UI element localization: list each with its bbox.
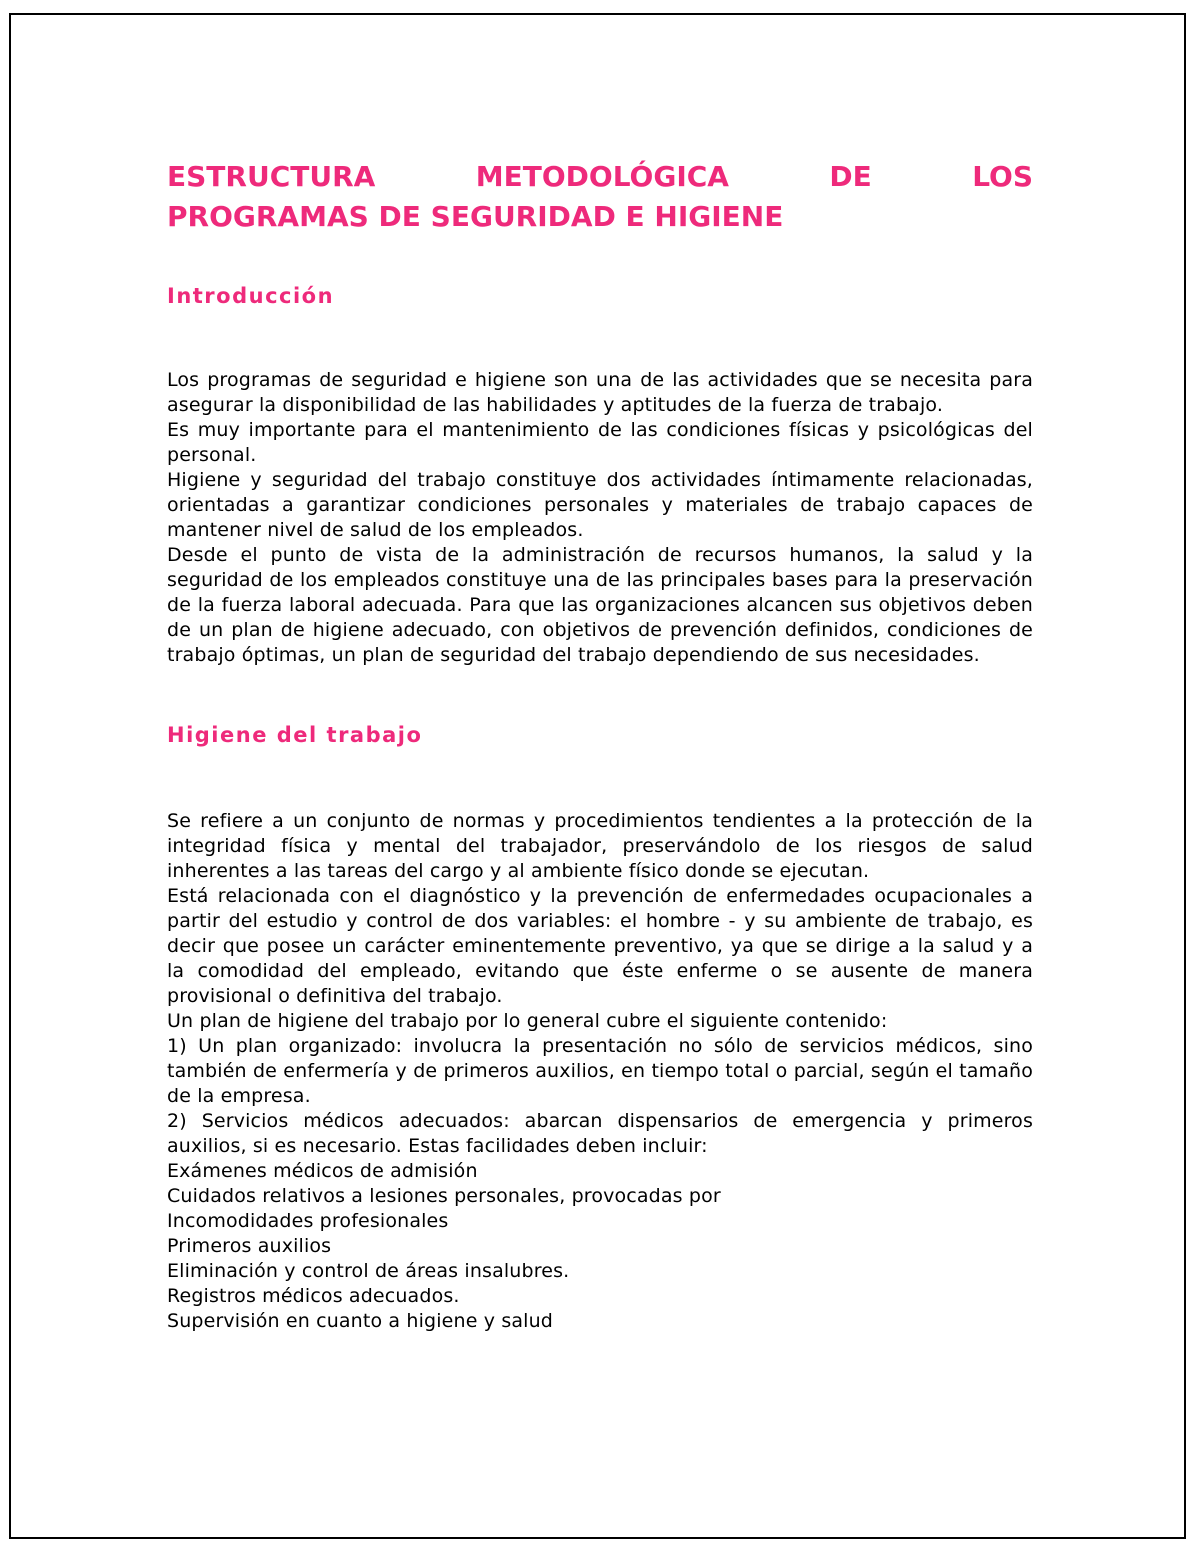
section-heading-introduccion: Introducción	[167, 284, 335, 308]
paragraph: 1) Un plan organizado: involucra la presentación no sólo de servicios médicos, sino también de enfermería y de primeros auxilios, en tiempo total o parcial, según el tamaño de la empresa.	[167, 1035, 1033, 1107]
list-item: Cuidados relativos a lesiones personales, provocadas por	[167, 1185, 721, 1207]
list-item: Incomodidades profesionales	[167, 1210, 449, 1232]
paragraph: Desde el punto de vista de la administración de recursos humanos, la salud y la seguridad de los empleados constituye una de las principales bases para la preservación de la fuerza laboral adecuada. Para que las organizaciones alcancen sus objetivos deben de un plan de higiene adecuado, con objetivos de prevención definidos, condiciones de trabajo óptimas, un plan de seguridad del trabajo dependiendo de sus necesidades.	[167, 544, 1033, 666]
paragraph: Se refiere a un conjunto de normas y procedimientos tendientes a la protección de la integridad física y mental del trabajador, preservándolo de los riesgos de salud inherentes a las tareas del cargo y al ambiente físico donde se ejecutan.	[167, 810, 1033, 882]
title-word: LOS	[972, 160, 1034, 193]
title-line-2: PROGRAMAS DE SEGURIDAD E HIGIENE	[167, 200, 784, 233]
paragraph: Está relacionada con el diagnóstico y la prevención de enfermedades ocupacionales a partir del estudio y control de dos variables: el hombre - y su ambiente de trabajo, es decir que posee un carácter eminentemente preventivo, ya que se dirige a la salud y a la comodidad del empleado, evitando que éste enferme o se ausente de manera provisional o definitiva del trabajo.	[167, 885, 1033, 1007]
list-item: Primeros auxilios	[167, 1235, 332, 1257]
section-higiene-text	[167, 809, 1033, 1334]
document-title	[167, 157, 1033, 237]
list-item: Exámenes médicos de admisión	[167, 1160, 478, 1182]
list-item: Eliminación y control de áreas insalubres.	[167, 1260, 570, 1282]
section-introduccion-text	[167, 368, 1033, 668]
paragraph: 2) Servicios médicos adecuados: abarcan dispensarios de emergencia y primeros auxilios, si es necesario. Estas facilidades deben incluir:	[167, 1110, 1033, 1157]
paragraph: Un plan de higiene del trabajo por lo general cubre el siguiente contenido:	[167, 1010, 888, 1032]
document-body	[167, 157, 1033, 1334]
section-heading-higiene-del-trabajo: Higiene del trabajo	[167, 723, 423, 747]
list-item: Supervisión en cuanto a higiene y salud	[167, 1310, 553, 1332]
title-word: ESTRUCTURA	[167, 160, 376, 193]
paragraph: Es muy importante para el mantenimiento de las condiciones físicas y psicológicas del personal.	[167, 419, 1033, 466]
list-item: Registros médicos adecuados.	[167, 1285, 460, 1307]
title-word: DE	[829, 160, 872, 193]
title-word: METODOLÓGICA	[475, 160, 729, 193]
paragraph: Los programas de seguridad e higiene son una de las actividades que se necesita para asegurar la disponibilidad de las habilidades y aptitudes de la fuerza de trabajo.	[167, 369, 1033, 416]
paragraph: Higiene y seguridad del trabajo constituye dos actividades íntimamente relacionadas, orientadas a garantizar condiciones personales y materiales de trabajo capaces de mantener nivel de salud de los empleados.	[167, 469, 1033, 541]
title-line-1	[167, 157, 1033, 197]
